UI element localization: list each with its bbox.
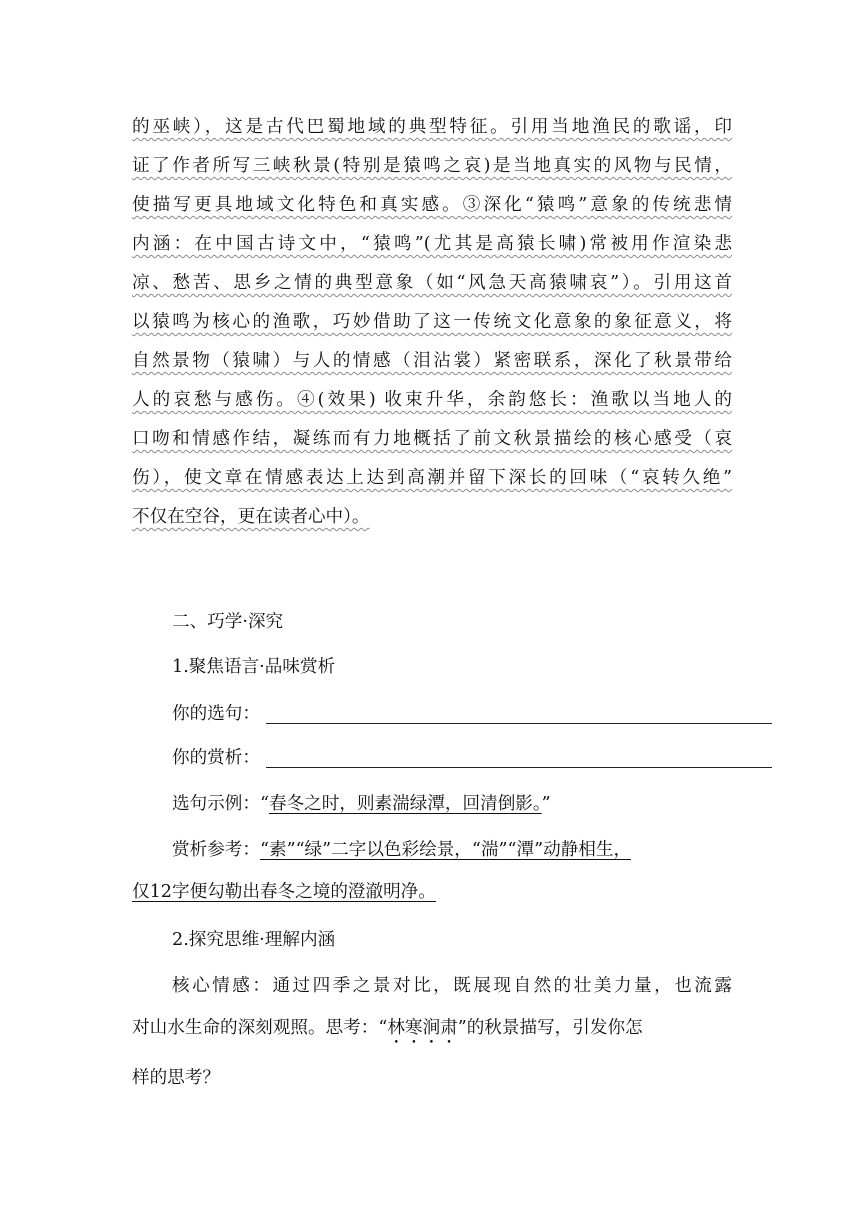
analysis-line: 不仅在空谷，更在读者心中）。 — [132, 507, 370, 527]
subsection-1-title: 1.聚焦语言·品味赏析 — [172, 657, 336, 677]
core-emotion-line-1: 核心情感：通过四季之景对比，既展现自然的壮美力量，也流露 — [172, 976, 732, 996]
reference-line-2: 仅12字便勾勒出春冬之境的澄澈明净。 — [132, 882, 436, 902]
your-sentence-blank[interactable] — [266, 723, 772, 724]
analysis-line: 使描写更具地域文化特色和真实感。③深化“猿鸣”意象的传统悲情 — [132, 195, 732, 215]
example-sentence-text: 春冬之时，则素湍绿潭，回清倒影。 — [268, 794, 542, 814]
section-heading: 二、巧学·深究 — [172, 612, 284, 632]
analysis-line: 的巫峡），这是古代巴蜀地域的典型特征。引用当地渔民的歌谣，印 — [132, 117, 732, 137]
analysis-line: 证了作者所写三峡秋景(特别是猿鸣之哀)是当地真实的风物与民情， — [132, 156, 732, 176]
your-appreciation-blank[interactable] — [266, 767, 772, 768]
analysis-line: 以猿鸣为核心的渔歌，巧妙借助了这一传统文化意象的象征意义，将 — [132, 312, 732, 332]
analysis-line: 自然景物（猿啸）与人的情感（泪沾裳）紧密联系，深化了秋景带给 — [132, 351, 732, 371]
your-sentence-row — [132, 702, 772, 726]
analysis-line: 口吻和情感作结，凝练而有力地概括了前文秋景描绘的核心感受（哀 — [132, 429, 732, 449]
core-emotion-line-3: 样的思考？ — [132, 1068, 220, 1088]
analysis-paragraph — [132, 108, 732, 537]
your-sentence-label: 你的选句： — [172, 704, 260, 724]
example-sentence: 选句示例：“春冬之时，则素湍绿潭，回清倒影。” — [172, 794, 551, 814]
analysis-line: 凉、愁苦、思乡之情的典型意象（如“风急天高猿啸哀”）。引用这首 — [132, 273, 732, 293]
your-appreciation-row — [132, 746, 772, 770]
analysis-line: 内涵：在中国古诗文中，“猿鸣”(尤其是高猿长啸)常被用作渲染悲 — [132, 234, 732, 254]
analysis-line: 人的哀愁与感伤。④(效果) 收束升华，余韵悠长：渔歌以当地人的 — [132, 390, 732, 410]
reference-line-1 — [132, 838, 772, 862]
analysis-line: 伤），使文章在情感表达上达到高潮并留下深长的回味（“哀转久绝” — [132, 468, 732, 488]
core-emotion-line-2: 对山水生命的深刻观照。思考：“林寒涧肃”的秋景描写，引发你怎 — [132, 1018, 643, 1038]
reference-text: “素”“绿”二字以色彩绘景，“湍”“潭”动静相生， — [259, 840, 632, 860]
your-appreciation-label: 你的赏析： — [172, 748, 260, 768]
subsection-2-title: 2.探究思维·理解内涵 — [172, 930, 336, 950]
emphasized-phrase: 林寒涧肃 — [387, 1018, 458, 1038]
reference-label: 赏析参考： — [172, 840, 260, 860]
